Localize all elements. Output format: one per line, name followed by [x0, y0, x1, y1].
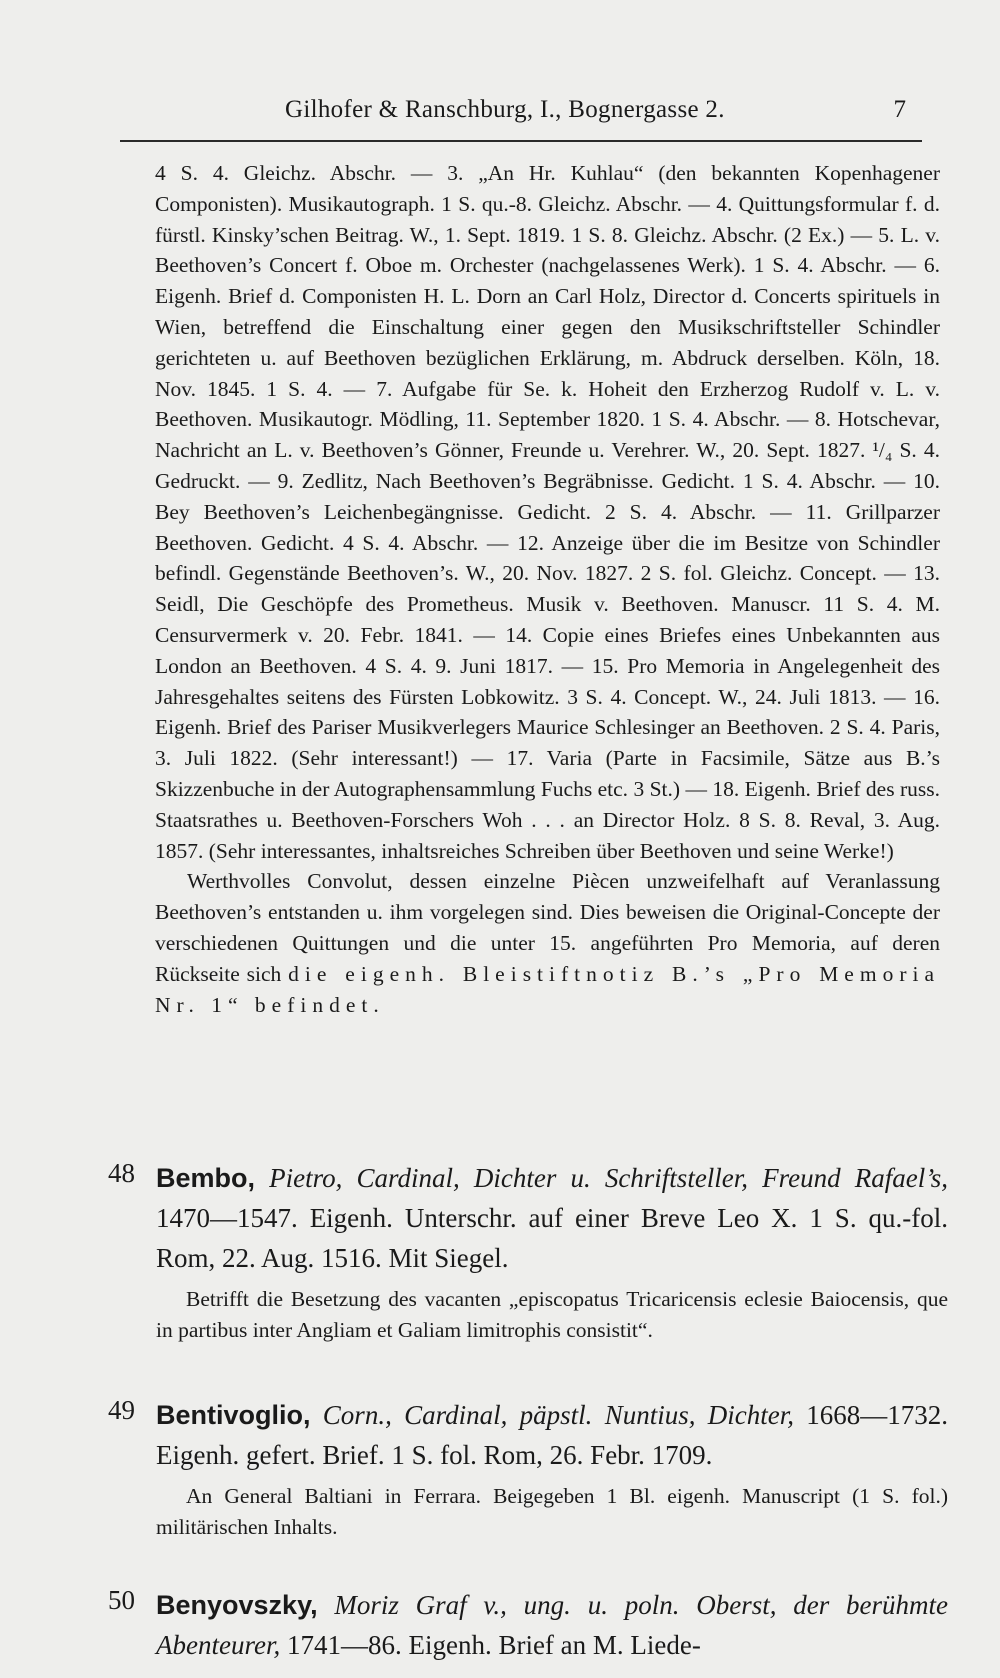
entry-number: 49 [108, 1395, 135, 1425]
entry-number: 48 [108, 1158, 135, 1188]
entry-description [156, 1481, 948, 1543]
entry-details: 1668—1732. Eigenh. gefert. Brief. 1 S. fol. Rom, 26. Febr. 1709. [156, 1400, 949, 1470]
entry-details: 1470—1547. Eigenh. Unterschr. auf einer Breve Leo X. 1 S. qu.-fol. Rom, 22. Aug. 1516. Mit Siegel. [156, 1203, 948, 1273]
entry-description-text: An General Baltiani in Ferrara. Beigegeben 1 Bl. eigenh. Manuscript (1 S. fol.) militärischen Inhalts. [156, 1484, 948, 1539]
entry-description [156, 1284, 948, 1346]
entry-epithet: Moriz Graf v., ung. u. poln. Oberst, der berühmte Abenteurer, [156, 1590, 949, 1660]
entry-details: 1741—86. Eigenh. Brief an M. Liede- [286, 1630, 701, 1660]
entry-number: 50 [108, 1585, 135, 1615]
header-rule [120, 140, 922, 142]
continuation-block [155, 158, 940, 1020]
entry-heading [156, 1158, 948, 1278]
header-title: Gilhofer & Ranschburg, I., Bognergasse 2. [285, 96, 725, 123]
continuation-text: 4 S. 4. Gleichz. Abschr. — 3. „An Hr. Kuhlau“ (den bekannten Kopenhagener Componisten). Musikautograph. 1 S. qu.-8. Gleichz. Abschr. — 4. Quittungsformular f. d. fürstl. Kinsky’schen Beitrag. W., 1. Sept. 1819. 1 S. 8. Gleichz. Abschr. (2 Ex.) — 5. L. v. Beethoven’s Concert f. Oboe m. Orchester (nachgelassenes Werk). 1 S. 4. Abschr. — 6. Eigenh. Brief d. Componisten H. L. Dorn an Carl Holz, Director d. Concerts spirituels in Wien, betreffend die Einschaltung einer gegen den Musikschriftsteller Schindler gerichteten u. auf Beethoven bezüglichen Erklärung, m. Abdruck derselben. Köln, 18. Nov. 1845. 1 S. 4. — 7. Aufgabe für Se. k. Hoheit den Erzherzog Rudolf v. L. v. Beethoven. Musikautogr. Mödling, 11. September 1820. 1 S. 4. Abschr. — 8. Hotschevar, Nachricht an L. v. Beethoven’s Gönner, Freunde u. Verehrer. W., 20. Sept. 1827. ¹/₄ S. 4. Gedruckt. — 9. Zedlitz, Nach Beethoven’s Begräbnisse. Gedicht. 1 S. 4. Abschr. — 10. Bey Beethoven’s Leichenbegängnisse. Gedicht. 2 S. 4. Abschr. — 11. Grillparzer Beethoven. Gedicht. 4 S. 4. Abschr. — 12. Anzeige über die im Besitze von Schindler befindl. Gegenstände Beethoven’s. W., 20. Nov. 1827. 2 S. fol. Gleichz. Concept. — 13. Seidl, Die Geschöpfe des Prometheus. Musik v. Beethoven. Manuscr. 11 S. 4. M. Censurvermerk v. 20. Febr. 1841. — 14. Copie eines Briefes eines Unbekannten aus London an Beethoven. 4 S. 4. 9. Juni 1817. — 15. Pro Memoria in Angelegenheit des Jahresgehaltes seitens des Fürsten Lobkowitz. 3 S. 4. Concept. W., 24. Juli 1813. — 16. Eigenh. Brief des Pariser Musikverlegers Maurice Schlesinger an Beethoven. 2 S. 4. Paris, 3. Juli 1822. (Sehr interessant!) — 17. Varia (Parte in Facsimile, Sätze aus B.’s Skizzenbuche in der Autographensammlung Fuchs etc. 3 St.) — 18. Eigenh. Brief des russ. Staatsrathes u. Beethoven-Forschers Woh . . . an Director Holz. 8 S. 8. Reval, 3. Aug. 1857. (Sehr interessantes, inhaltsreiches Schreiben über Beethoven und seine Werke!) [155, 161, 940, 863]
continuation-note [155, 866, 940, 1020]
entry-epithet: Corn., Cardinal, päpstl. Nuntius, Dichter, [322, 1400, 794, 1430]
catalog-entry-50 [108, 1585, 948, 1665]
note-spaced-text: die eigenh. Bleistiftnotiz B.’s „Pro Memoria Nr. 1“ befindet. [155, 961, 941, 1017]
page-header [120, 96, 920, 136]
catalog-entry-49 [108, 1395, 948, 1543]
entry-name: Bentivoglio, [156, 1400, 311, 1430]
entry-epithet: Pietro, Cardinal, Dichter u. Schriftsteller, Freund Rafael’s, [269, 1163, 949, 1193]
entry-name: Bembo, [156, 1163, 256, 1193]
entry-heading [156, 1585, 948, 1665]
entry-heading [156, 1395, 948, 1475]
entry-description-text: Betrifft die Besetzung des vacanten „episcopatus Tricaricensis eclesie Baiocensis, que in partibus inter Angliam et Galiam limitrophis consistit“. [156, 1287, 948, 1342]
page-number: 7 [893, 96, 906, 123]
catalog-entry-48 [108, 1158, 948, 1346]
note-text: Werthvolles Convolut, dessen einzelne Piècen unzweifelhaft auf Veranlassung Beethoven’s entstanden u. ihm vorgelegen sind. Dies beweisen die Original-Concepte der verschiedenen Quittungen und die unter 15. angeführten Pro Memoria, auf deren Rückseite sich [155, 869, 940, 986]
entry-name: Benyovszky, [156, 1590, 318, 1620]
